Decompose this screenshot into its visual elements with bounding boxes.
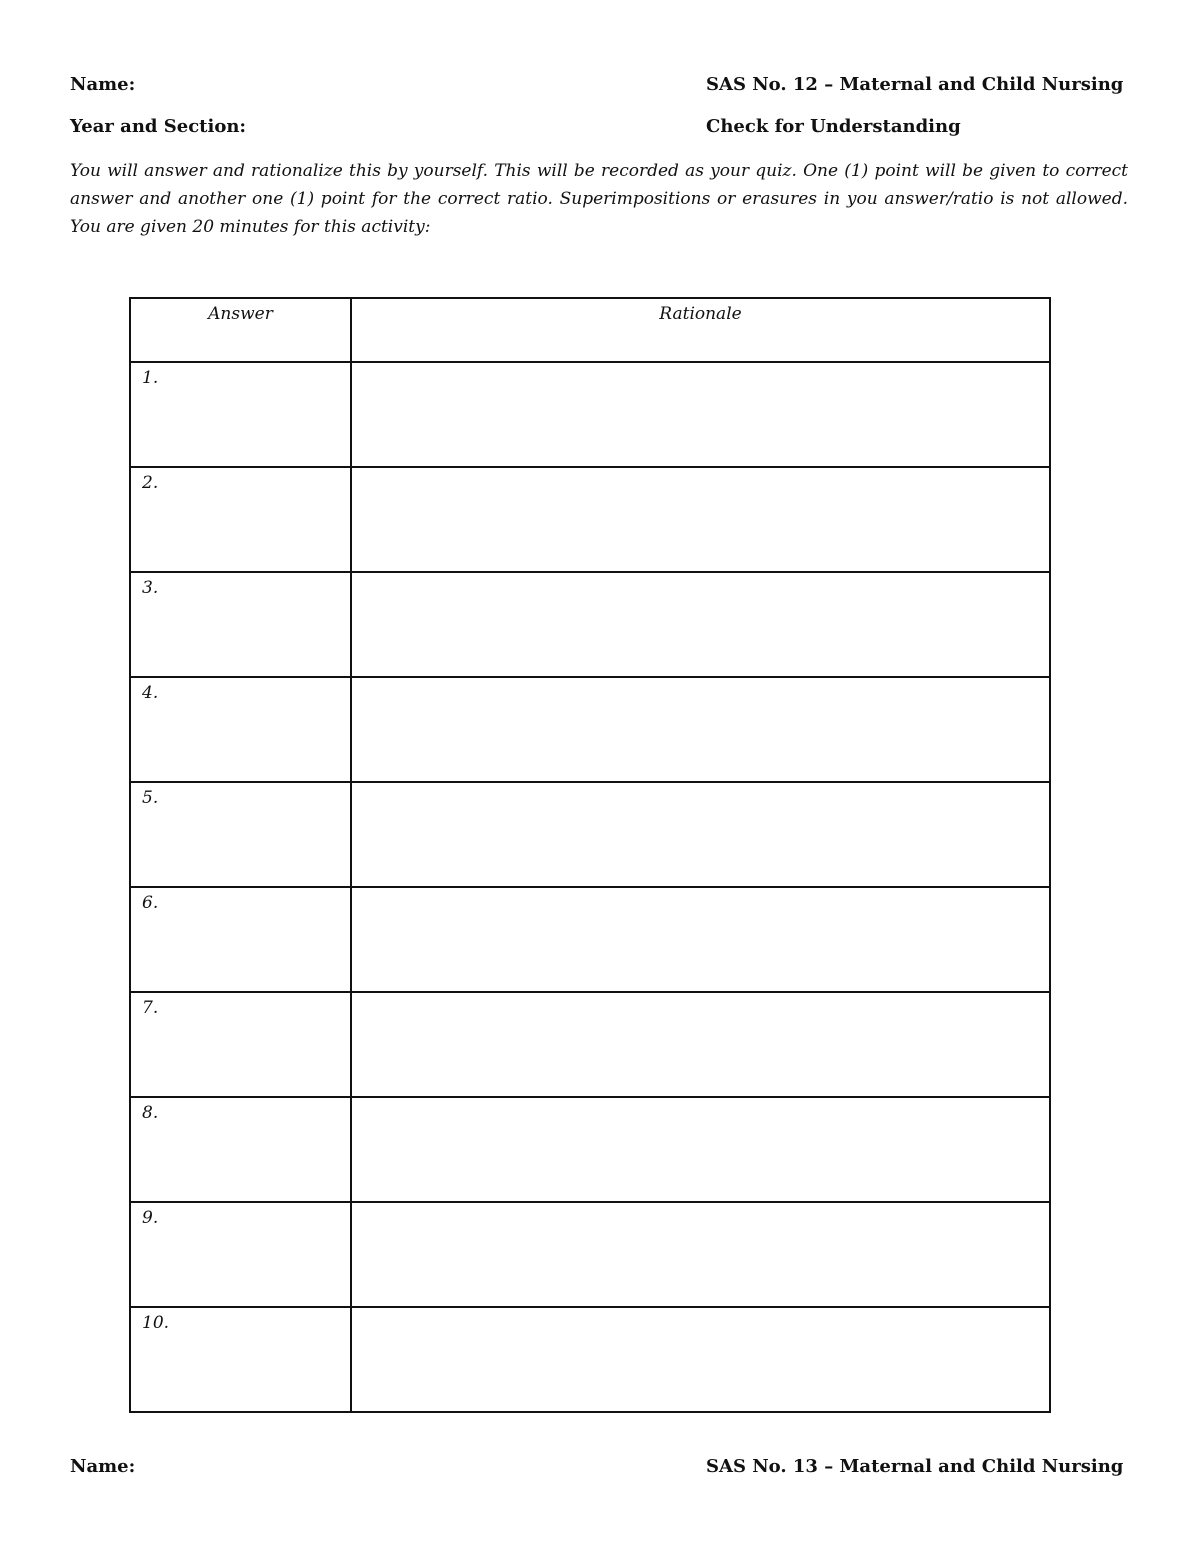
answer-cell[interactable]: 10.: [130, 1307, 351, 1412]
answer-cell[interactable]: 5.: [130, 782, 351, 887]
rationale-cell[interactable]: [351, 362, 1050, 467]
rationale-cell[interactable]: [351, 677, 1050, 782]
rationale-column-header: Rationale: [351, 298, 1050, 362]
answer-cell[interactable]: 8.: [130, 1097, 351, 1202]
answer-column-header: Answer: [130, 298, 351, 362]
answer-cell[interactable]: 6.: [130, 887, 351, 992]
answer-cell[interactable]: 1.: [130, 362, 351, 467]
rationale-cell[interactable]: [351, 467, 1050, 572]
table-row: [130, 782, 1050, 887]
sas-title: SAS No. 12 – Maternal and Child Nursing: [706, 74, 1124, 95]
table-header-row: [130, 298, 1050, 362]
name-label: Name:: [70, 74, 136, 95]
table-row: [130, 887, 1050, 992]
table-row: [130, 1097, 1050, 1202]
next-page-name-label: Name:: [70, 1456, 136, 1477]
rationale-cell[interactable]: [351, 887, 1050, 992]
rationale-cell[interactable]: [351, 1307, 1050, 1412]
year-section-label: Year and Section:: [70, 116, 247, 137]
table-row: [130, 467, 1050, 572]
rationale-cell[interactable]: [351, 782, 1050, 887]
next-page-sas-title: SAS No. 13 – Maternal and Child Nursing: [706, 1456, 1124, 1477]
rationale-cell[interactable]: [351, 572, 1050, 677]
answer-cell[interactable]: 9.: [130, 1202, 351, 1307]
answer-cell[interactable]: 2.: [130, 467, 351, 572]
subtitle: Check for Understanding: [706, 116, 961, 137]
table-row: [130, 992, 1050, 1097]
rationale-cell[interactable]: [351, 1097, 1050, 1202]
answer-cell[interactable]: 7.: [130, 992, 351, 1097]
instructions-text: You will answer and rationalize this by yourself. This will be recorded as your quiz. One (1) point will be given to correct answer and another one (1) point for the correct ratio. Superimpositions or erasures in you answer/ratio is not allowed. You are given 20 minutes for this activity:: [70, 161, 1128, 237]
answer-table: [129, 297, 1051, 1413]
answer-cell[interactable]: 3.: [130, 572, 351, 677]
table-row: [130, 1307, 1050, 1412]
answer-cell[interactable]: 4.: [130, 677, 351, 782]
rationale-cell[interactable]: [351, 1202, 1050, 1307]
rationale-cell[interactable]: [351, 992, 1050, 1097]
table-row: [130, 572, 1050, 677]
table-row: [130, 1202, 1050, 1307]
table-row: [130, 677, 1050, 782]
table-row: [130, 362, 1050, 467]
